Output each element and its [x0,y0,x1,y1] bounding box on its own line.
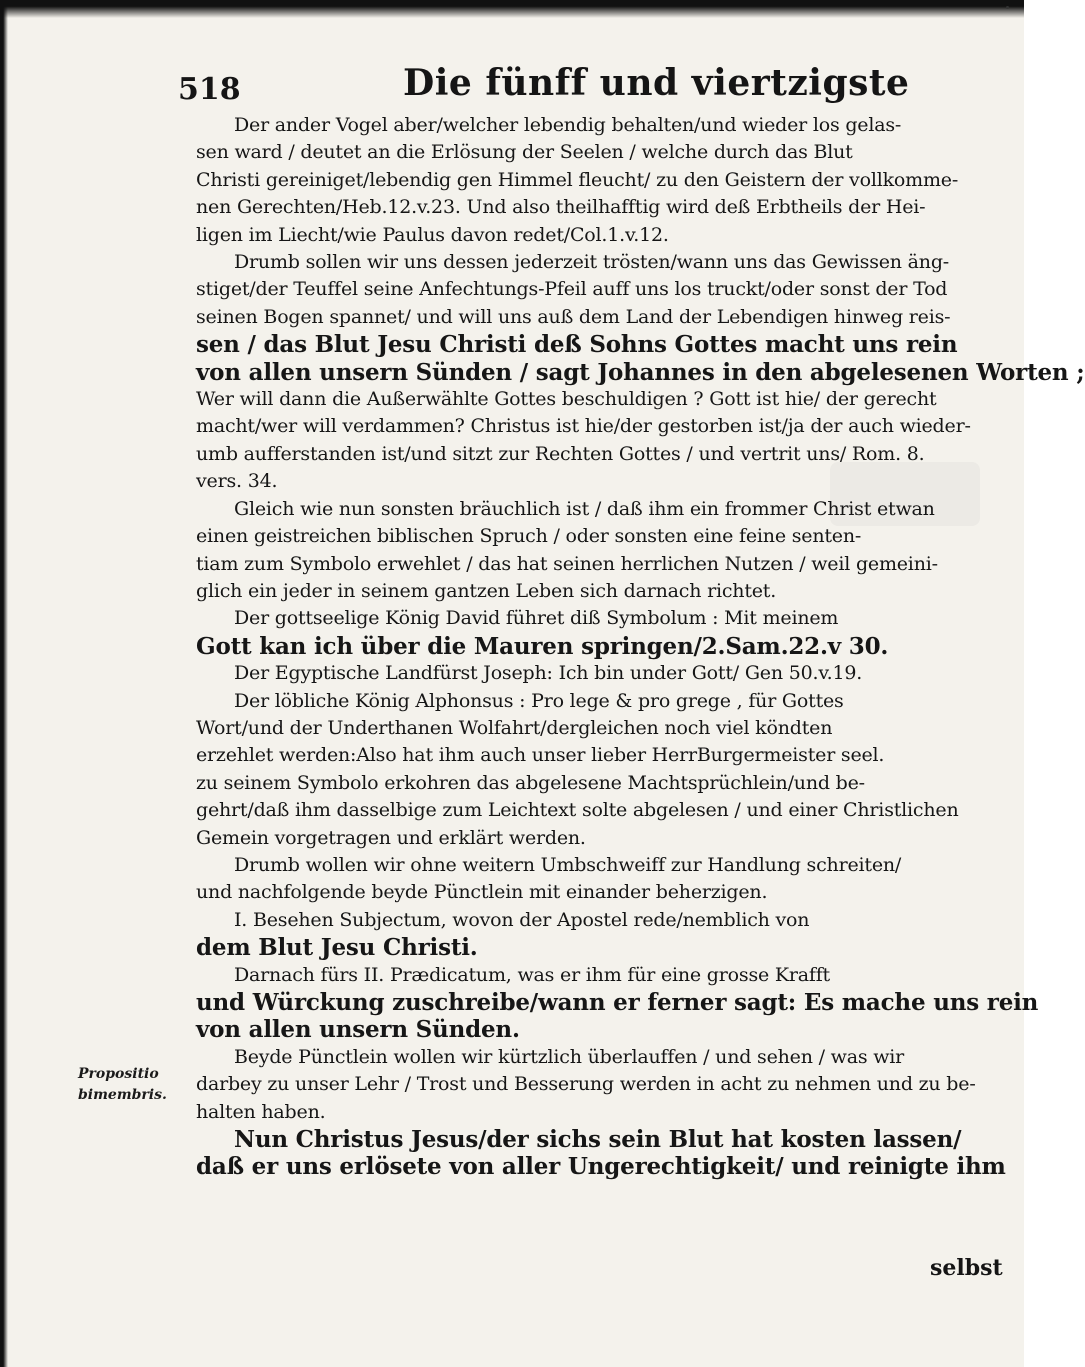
paragraph-subjectum [196,907,988,962]
paragraph-examples [196,605,988,852]
text-line: und Würckung zuschreibe/wann er ferner sagt: Es mache uns rein [196,989,1039,1016]
text-line: sen ward / deutet an die Erlösung der Seelen / welche durch das Blut [196,141,853,164]
catchword: selbst [930,1255,1003,1281]
page-number: 518 [178,72,241,107]
text-line: zu seinem Symbolo erkohren das abgelesene Machtsprüchlein/und be- [196,771,865,794]
text-line: dem Blut Jesu Christi. [196,934,478,962]
text-line: Darnach fürs II. Prædicatum, was er ihm für eine grosse Krafft [234,963,830,986]
text-line: Wort/und der Underthanen Wolfahrt/dergleichen noch viel köndten [196,716,833,739]
text-line: umb aufferstanden ist/und sitzt zur Rechten Gottes / und vertrit uns/ Rom. 8. [196,442,925,465]
text-line: Der gottseelige König David führet diß Symbolum : Mit meinem [234,607,839,630]
margin-note-line: Propositio [78,1066,159,1082]
text-line: nen Gerechten/Heb.12.v.23. Und also theilhafftig wird deß Erbtheils der Hei- [196,196,926,219]
text-line: Drumb wollen wir ohne weitern Umbschweiff zur Handlung schreiten/ [234,853,902,876]
text-line: Christi gereiniget/lebendig gen Himmel fleucht/ zu den Geistern der vollkomme- [196,168,959,191]
running-title: Die fünff und viertzigste [403,62,910,104]
text-line: stiget/der Teuffel seine Anfechtungs-Pfeil auff uns los truckt/oder sonst der Tod [196,278,948,301]
scan-speck [1006,6,1009,9]
text-line: halten haben. [196,1100,326,1123]
margin-note-line: bimembris. [78,1087,167,1103]
text-line: von allen unsern Sünden / sagt Johannes in den abgelesenen Worten ; [196,358,1085,386]
scan-top-edge [0,0,1024,18]
text-line: I. Besehen Subjectum, wovon der Apostel rede/nemblich von [234,908,810,931]
text-line: macht/wer will verdammen? Christus ist hie/der gestorben ist/ja der auch wieder- [196,415,971,438]
text-line: tiam zum Symbolo erwehlet / das hat seinen herrlichen Nutzen / weil gemeini- [196,552,938,575]
text-line: Drumb sollen wir uns dessen jederzeit trösten/wann uns das Gewissen äng- [234,251,950,274]
text-line: Nun Christus Jesus/der sichs sein Blut hat kosten lassen/ [234,1126,962,1154]
text-line: seinen Bogen spannet/ und will uns auß dem Land der Lebendigen hinweg reis- [196,305,951,328]
text-line: gehrt/daß ihm dasselbige zum Leichtext solte abgelesen / und einer Christlichen [196,799,959,822]
scan-left-edge [0,0,8,1367]
text-line: und nachfolgende beyde Pünctlein mit einander beherzigen. [196,881,768,904]
text-line: Wer will dann die Außerwählte Gottes beschuldigen ? Gott ist hie/ der gerecht [196,388,937,411]
margin-note [78,1064,190,1106]
page-header [178,62,978,106]
text-line: von allen unsern Sünden. [196,1016,520,1044]
text-line: Der löbliche König Alphonsus : Pro lege & pro grege , für Gottes [234,689,844,712]
text-line: Gemein vorgetragen und erklärt werden. [196,826,586,849]
text-line: daß er uns erlösete von aller Ungerechtigkeit/ und reinigte ihm [196,1153,1006,1181]
paragraph-handlung [196,852,988,907]
text-line: einen geistreichen biblischen Spruch / oder sonsten eine feine senten- [196,525,862,548]
text-line: darbey zu unser Lehr / Trost und Besserung werden in acht zu nehmen und zu be- [196,1073,976,1096]
text-line: Gleich wie nun sonsten bräuchlich ist / daß ihm ein frommer Christ etwan [234,497,935,520]
text-line: Beyde Pünctlein wollen wir kürtzlich überlauffen / und sehen / was wir [234,1045,905,1068]
text-line: ligen im Liecht/wie Paulus davon redet/Col.1.v.12. [196,223,669,246]
text-line: sen / das Blut Jesu Christi deß Sohns Gottes macht uns rein [196,331,958,359]
paragraph-symbolum [196,496,988,606]
text-line: glich ein jeder in seinem gantzen Leben sich darnach richtet. [196,579,777,602]
text-line: erzehlet werden:Also hat ihm auch unser lieber HerrBurgermeister seel. [196,744,885,767]
body-text [196,112,1085,1181]
paragraph-praedicatum [196,962,1039,1044]
paragraph-vogel [196,112,988,249]
paragraph-trost [196,249,1085,496]
paragraph-christus [196,1126,1006,1181]
paragraph-puenctlein [196,1044,988,1126]
text-line: Der ander Vogel aber/welcher lebendig behalten/und wieder los gelas- [234,114,902,136]
text-line: vers. 34. [196,470,278,493]
text-line: Der Egyptische Landfürst Joseph: Ich bin under Gott/ Gen 50.v.19. [234,662,863,685]
text-line: Gott kan ich über die Mauren springen/2.Sam.22.v 30. [196,632,889,660]
